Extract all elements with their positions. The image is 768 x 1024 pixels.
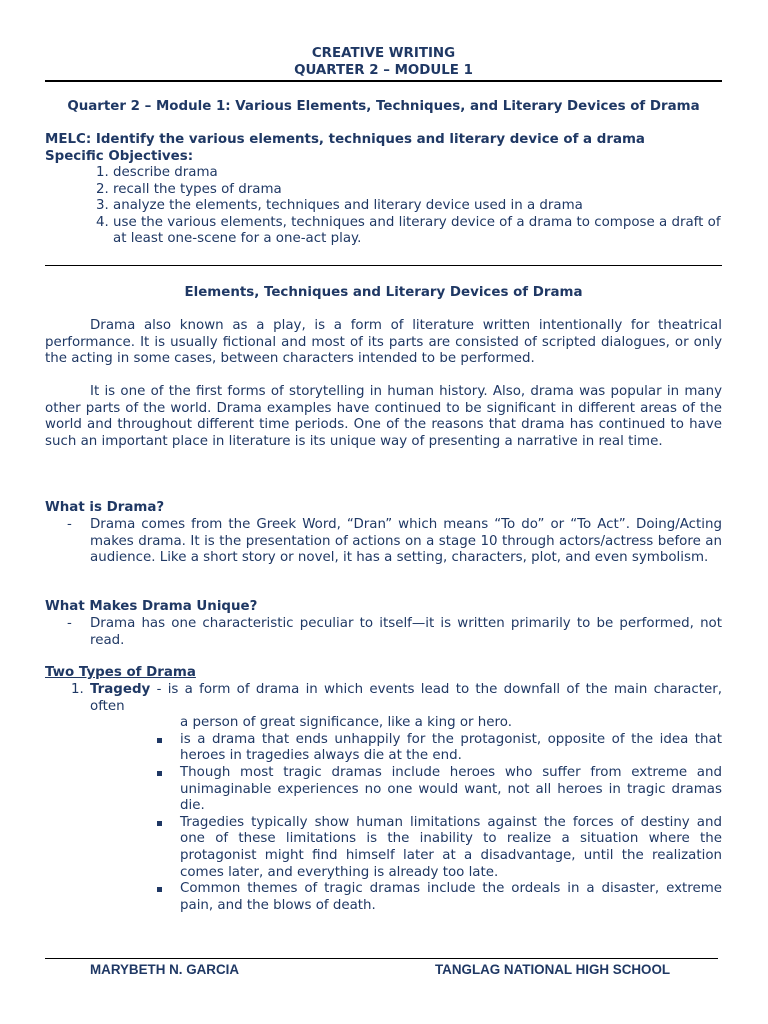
unique-text: Drama has one characteristic peculiar to itself—it is written primarily to be performed, not read.: [90, 616, 722, 648]
tragedy-term: Tragedy: [90, 682, 151, 697]
what-is-drama-heading: What is Drama?: [45, 500, 165, 515]
tragedy-bullet-text: Tragedies typically show human limitations against the forces of destiny and one of these limitations is the inability to realize a situation where the protagonist might find himself later at a disadvantage, until the realization comes later, and everything is already too late.: [180, 814, 722, 880]
objective-item: 1. describe drama: [113, 165, 722, 182]
tragedy-bullet: [45, 765, 722, 815]
header-divider: [45, 80, 722, 82]
tragedy-bullet-text: Though most tragic dramas include heroes who suffer from extreme and unimaginable experiences no one would want, not all heroes in tragic dramas die.: [180, 764, 722, 814]
dash-marker: -: [67, 616, 72, 631]
tragedy-item: [45, 682, 722, 914]
types-heading: [45, 665, 722, 682]
what-is-drama-text: Drama comes from the Greek Word, “Dran” which means “To do” or “To Act”. Doing/Acting makes drama. It is the presentation of actions on a stage 10 through actors/actress before an audience. Like a short story or novel, it has a setting, characters, plot, and even symbolism.: [90, 517, 722, 566]
types-heading-text: Two Types of Drama: [45, 665, 196, 680]
tragedy-bullet: [45, 732, 722, 765]
what-is-drama-item: [45, 517, 722, 567]
tragedy-bullet-text: Common themes of tragic dramas include the ordeals in a disaster, extreme pain, and the blows of death.: [180, 881, 722, 913]
tragedy-definition: - is a form of drama in which events lead to the downfall of the main character, often: [90, 682, 722, 714]
section-title: Elements, Techniques and Literary Devices of Drama: [184, 285, 583, 300]
square-bullet-icon: [157, 821, 162, 826]
square-bullet-icon: [157, 738, 162, 743]
objective-item: 4. use the various elements, techniques and literary device of a drama to compose a draft of at least one-scene for a one-act play.: [113, 215, 722, 248]
melc-statement: MELC: Identify the various elements, techniques and literary device of a drama: [45, 132, 645, 147]
footer-divider: [45, 958, 718, 959]
paragraph-history: It is one of the first forms of storytelling in human history. Also, drama was popular in many other parts of the world. Drama examples have continued to be significant in different areas of the world and throughout different time periods. One of the reasons that drama has continued to have such an important place in literature is its unique way of presenting a narrative in real time.: [45, 384, 722, 449]
header-subject: CREATIVE WRITING: [311, 46, 456, 61]
objectives-heading: Specific Objectives:: [45, 149, 194, 164]
objectives-list: [45, 165, 722, 248]
unique-item: [45, 616, 722, 649]
tragedy-bullet: [45, 815, 722, 881]
objective-item: 2. recall the types of drama: [113, 182, 722, 199]
objective-item: 3. analyze the elements, techniques and literary device used in a drama: [113, 198, 722, 215]
module-title: Quarter 2 – Module 1: Various Elements, Techniques, and Literary Devices of Drama: [67, 99, 700, 114]
tragedy-bullet: [45, 881, 722, 914]
footer-author: MARYBETH N. GARCIA: [90, 962, 240, 977]
tragedy-bullet-text: is a drama that ends unhappily for the protagonist, opposite of the idea that heroes in tragedies always die at the end.: [180, 731, 722, 764]
section-divider: [45, 265, 722, 266]
unique-heading: What Makes Drama Unique?: [45, 599, 258, 614]
header-module: QUARTER 2 – MODULE 1: [294, 63, 473, 78]
square-bullet-icon: [157, 887, 162, 892]
square-bullet-icon: [157, 771, 162, 776]
footer-school: TANGLAG NATIONAL HIGH SCHOOL: [435, 962, 671, 977]
tragedy-definition-cont: a person of great significance, like a king or hero.: [180, 715, 512, 731]
paragraph-intro: Drama also known as a play, is a form of literature written intentionally for theatrical performance. It is usually fictional and most of its parts are consisted of scripted dialogues, or only the acting in some cases, between characters intended to be performed.: [45, 318, 722, 367]
item-number: 1.: [71, 682, 84, 697]
dash-marker: -: [67, 517, 72, 532]
